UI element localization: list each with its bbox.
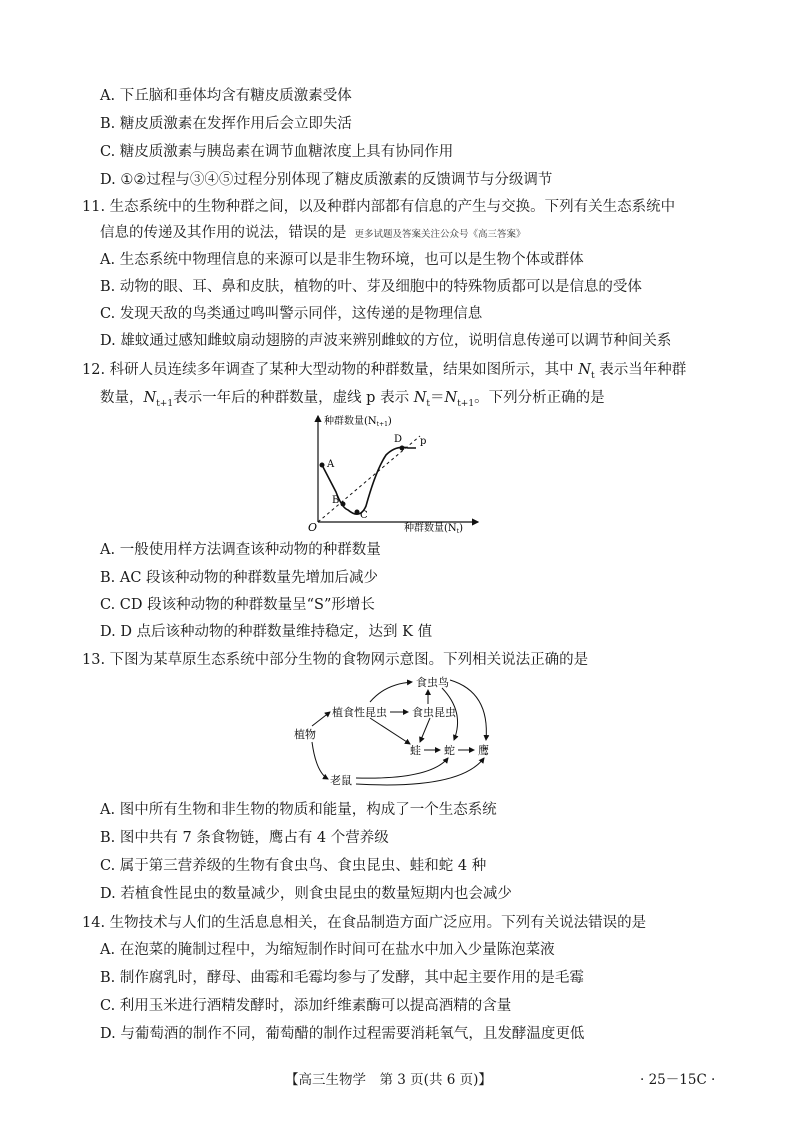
food-web-diagram [290,672,520,792]
node-bird: 食虫鸟 [416,676,449,689]
arrow-herb-frog [370,718,410,744]
q12-stem-line1: 12. 科研人员连续多年调查了某种大型动物的种群数量，结果如图所示，其中 $N_t$ 表示当年种群 [82,362,687,381]
q11-watermark-note: 更多试题及答案关注公众号《高三答案》 [354,229,526,240]
origin-label: O [308,521,318,534]
point-c [355,510,360,515]
node-herb-insect: 植食性昆虫 [332,706,387,719]
node-snake: 蛇 [444,744,455,757]
q12-option-a: A. 一般使用样方法调查该种动物的种群数量 [100,542,381,558]
q14-option-c: C. 利用玉米进行酒精发酵时，添加纤维素酶可以提高酒精的含量 [100,998,512,1014]
q14-option-a: A. 在泡菜的腌制过程中，为缩短制作时间可在盐水中加入少量陈泡菜液 [100,942,555,958]
node-frog: 蛙 [410,744,421,757]
arrow-plant-mouse [312,742,328,779]
page-footer-code: · 25－15C · [640,1072,716,1088]
point-a-label: A [327,459,335,470]
q11-option-a: A. 生态系统中物理信息的来源可以是非生物环境，也可以是生物个体或群体 [100,252,584,268]
q11-option-d: D. 雄蚊通过感知雌蚊扇动翅膀的声波来辨别雌蚊的方位，说明信息传递可以调节种间关系 [100,333,672,349]
q12-option-b: B. AC 段该种动物的种群数量先增加后减少 [100,570,379,586]
arrow-mouse-snake [356,758,448,778]
q13-option-c: C. 属于第三营养级的生物有食虫鸟、食虫昆虫、蛙和蛇 4 种 [100,858,487,874]
q13-option-a: A. 图中所有生物和非生物的物质和能量，构成了一个生态系统 [100,802,497,818]
arrow-mouse-eagle [356,758,484,785]
q12-option-d: D. D 点后该种动物的种群数量维持稳定，达到 K 值 [100,624,433,640]
point-b [341,502,346,507]
q11-option-b: B. 动物的眼、耳、鼻和皮肤，植物的叶、芽及细胞中的特殊物质都可以是信息的受体 [100,279,642,295]
population-graph [298,410,488,535]
q11-stem-line2 [100,223,526,245]
q12-stem-line2: 数量，$N_{t+1}$表示一年后的种群数量，虚线 p 表示 $N_t=N_{t+1}$。下列分析正确的是 [100,390,605,409]
node-mouse: 老鼠 [330,774,352,787]
q13-stem: 13. 下图为某草原生态系统中部分生物的食物网示意图。下列相关说法正确的是 [82,652,589,668]
line-p-label: p [420,436,427,447]
arrow-herb-bird [370,682,412,702]
q14-option-d: D. 与葡萄酒的制作不同，葡萄醋的制作过程需要消耗氧气，且发酵温度更低 [100,1026,585,1042]
q10-option-a: A. 下丘脑和垂体均含有糖皮质激素受体 [100,88,352,104]
point-d [400,446,405,451]
x-axis-label: 种群数量$(N_t)$ [404,523,463,535]
node-plant: 植物 [294,728,316,741]
point-b-label: B [332,495,340,506]
q14-stem: 14. 生物技术与人们的生活息息相关，在食品制造方面广泛应用。下列有关说法错误的是 [82,915,647,931]
dashed-line-p [318,436,420,522]
point-d-label: D [394,434,403,445]
node-eagle: 鹰 [478,744,489,757]
q10-option-d: D. ①②过程与③④⑤过程分别体现了糖皮质激素的反馈调节与分级调节 [100,172,553,188]
y-axis-label: 种群数量$(N_{t+1})$ [324,416,392,428]
q11-stem-line1: 11. 生态系统中的生物种群之间，以及种群内部都有信息的产生与交换。下列有关生态系统中 [82,199,676,215]
q10-option-c: C. 糖皮质激素与胰岛素在调节血糖浓度上具有协同作用 [100,144,454,160]
page-footer-label: 【高三生物学 第 3 页(共 6 页)】 [285,1072,492,1088]
q12-option-c: C. CD 段该种动物的种群数量呈“S”形增长 [100,597,375,613]
point-c-label: C [360,510,368,521]
q14-option-b: B. 制作腐乳时，酵母、曲霉和毛霉均参与了发酵，其中起主要作用的是毛霉 [100,970,584,986]
node-insect-eater: 食虫昆虫 [412,706,456,719]
arrow-insecteater-frog [420,718,430,742]
q11-option-c: C. 发现天敌的鸟类通过鸣叫警示同伴，这传递的是物理信息 [100,306,483,322]
arrow-plant-herb [312,712,330,726]
q13-option-b: B. 图中共有 7 条食物链，鹰占有 4 个营养级 [100,830,389,846]
q13-option-d: D. 若植食性昆虫的数量减少，则食虫昆虫的数量短期内也会减少 [100,886,512,902]
q11-stem-text: 信息的传递及其作用的说法，错误的是 [100,225,347,241]
q10-option-b: B. 糖皮质激素在发挥作用后会立即失活 [100,116,352,132]
point-a [320,463,325,468]
